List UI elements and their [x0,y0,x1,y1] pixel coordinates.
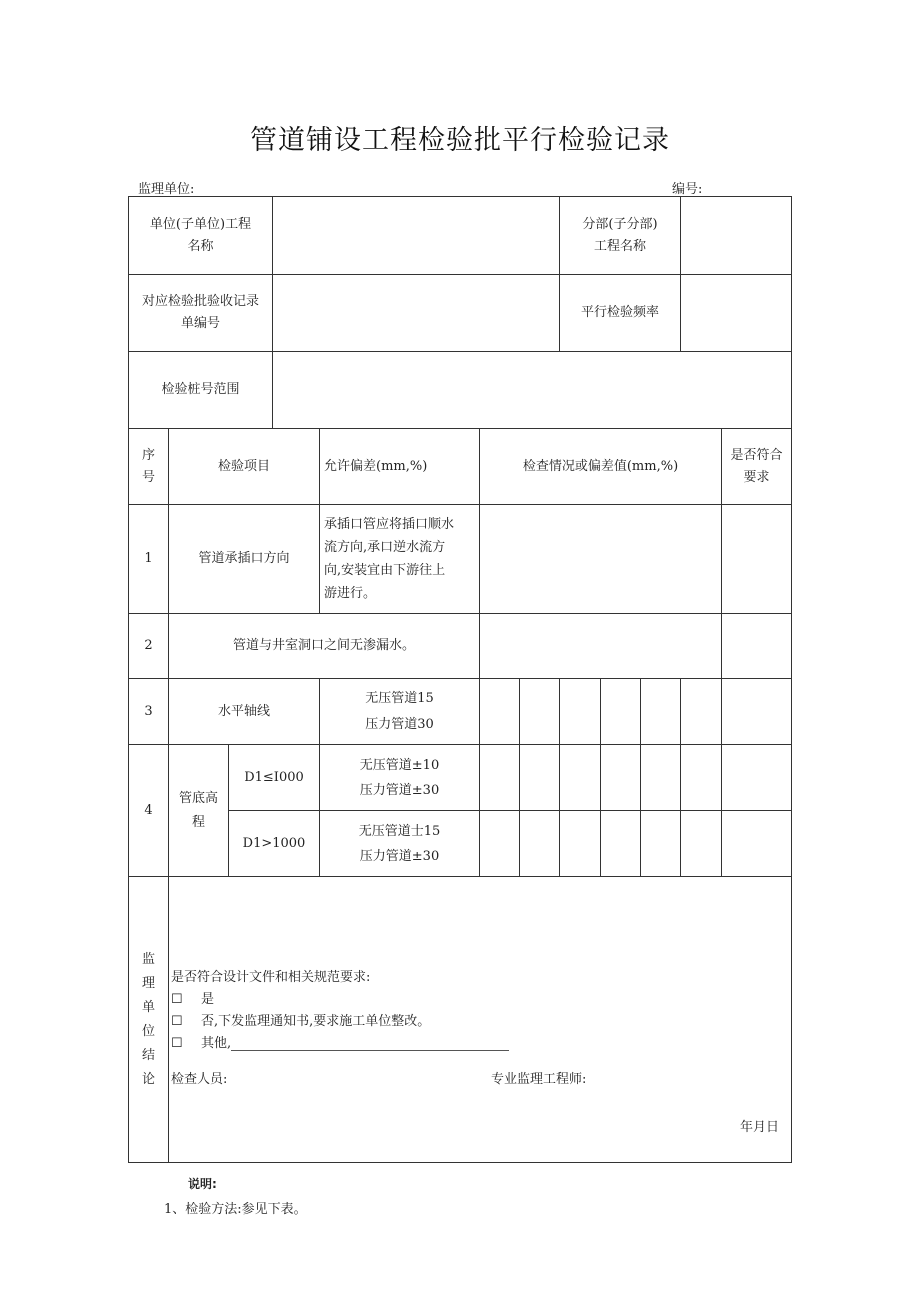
row4-item-line1: 管底高 [178,790,218,806]
row4a-allowed-line1: 无压管道±10 [359,757,440,773]
row2-conform[interactable] [722,614,792,679]
row4b-check-cell[interactable] [480,811,520,877]
conclusion-label-char: 理 [141,975,155,991]
row4a-check-cell[interactable] [641,745,681,811]
frequency-value[interactable] [681,275,792,352]
row3-no: 3 [129,679,169,745]
row4a-check-cell[interactable] [601,745,641,811]
conclusion-label-char: 结 [141,1047,155,1063]
row4-item-line2: 程 [191,814,205,830]
record-number-label-line2: 单编号 [180,316,220,331]
row4b-check-cell[interactable] [641,811,681,877]
row2-no: 2 [129,614,169,679]
conform-header-line1: 是否符合 [730,447,783,463]
check-header: 检查情况或偏差值(mm,%) [480,429,722,505]
table-row-1 [129,505,792,614]
option-other-label: 其他, [201,1036,232,1051]
row4-no: 4 [129,745,169,877]
record-number-label-line1: 对应检验批验收记录 [141,294,259,309]
row4a-conform[interactable] [722,745,792,811]
conclusion-question: 是否符合设计文件和相关规范要求: [171,970,371,985]
unit-project-value[interactable] [273,197,560,275]
notes-item-1: 1、检验方法:参见下表。 [164,1202,307,1217]
unit-project-row [129,197,792,275]
row4a-allowed-line2: 压力管道±30 [359,782,440,798]
row4b-allowed-line2: 压力管道±30 [359,848,440,864]
seq-header-line1: 序 [141,447,155,463]
checkbox-icon[interactable]: ☐ [171,992,183,1007]
inspection-form-table [128,196,792,1163]
row4b-subitem: D1>1000 [229,811,320,877]
conform-header [722,429,792,505]
row1-conform[interactable] [722,505,792,614]
row4b-check-cell[interactable] [601,811,641,877]
row4a-allowed [320,745,480,811]
checkbox-icon[interactable]: ☐ [171,1036,183,1051]
row4a-subitem: D1≤I000 [229,745,320,811]
row4a-check-cell[interactable] [520,745,560,811]
column-header-row [129,429,792,505]
row1-allowed-line3: 向,安装宜由下游往上 [324,563,446,578]
seq-header [129,429,169,505]
row4b-check-cell[interactable] [681,811,722,877]
station-range-row [129,352,792,429]
record-number-label [129,275,273,352]
row4b-check-cell[interactable] [520,811,560,877]
table-row-4b [129,811,792,877]
conclusion-label [129,877,169,1163]
conclusion-label-char: 论 [141,1071,155,1087]
number-label: 编号: [672,182,703,197]
row4b-allowed-line1: 无压管道士15 [358,823,441,839]
row1-item: 管道承插口方向 [169,505,320,614]
page-title: 管道铺设工程检验批平行检验记录 [250,125,670,156]
option-yes-label: 是 [201,992,215,1007]
row4a-check-cell[interactable] [560,745,601,811]
conclusion-label-char: 位 [141,1023,155,1039]
row3-check-cell[interactable] [681,679,722,745]
row1-allowed-line4: 游进行。 [324,586,377,601]
unit-project-label [129,197,273,275]
sub-project-label-line2: 工程名称 [594,238,647,254]
frequency-label: 平行检验频率 [560,275,681,352]
row4a-check-cell[interactable] [480,745,520,811]
item-header: 检验项目 [169,429,320,505]
row1-check-value[interactable] [480,505,722,614]
sub-project-label-line1: 分部(子分部) [582,216,658,232]
table-row-4a [129,745,792,811]
row3-check-cell[interactable] [601,679,641,745]
table-row-3 [129,679,792,745]
row3-check-cell[interactable] [480,679,520,745]
option-no-label: 否,下发监理通知书,要求施工单位整改。 [201,1014,431,1029]
conclusion-label-char: 监 [141,951,155,967]
row4a-check-cell[interactable] [681,745,722,811]
notes-header: 说明: [188,1177,217,1191]
option-no[interactable] [171,1011,791,1033]
row1-allowed [320,505,480,614]
supervision-unit-label: 监理单位: [138,182,195,197]
conform-header-line2: 要求 [743,469,770,485]
checkbox-icon[interactable]: ☐ [171,1014,183,1029]
record-number-value[interactable] [273,275,560,352]
seq-header-line2: 号 [141,469,155,485]
other-blank-line[interactable] [231,1036,509,1051]
engineer-label: 专业监理工程师: [491,1072,587,1087]
conclusion-label-char: 单 [141,999,155,1015]
table-row-2 [129,614,792,679]
unit-project-label-line2: 名称 [187,238,214,254]
row3-item: 水平轴线 [169,679,320,745]
row3-allowed-line2: 压力管道30 [365,716,434,732]
option-other[interactable] [171,1033,791,1055]
row1-allowed-line2: 流方向,承口逆水流方 [324,540,446,555]
row3-conform[interactable] [722,679,792,745]
sub-project-value[interactable] [681,197,792,275]
unit-project-label-line1: 单位(子单位)工程 [149,216,252,232]
row2-item: 管道与井室洞口之间无渗漏水。 [169,614,480,679]
row4b-conform[interactable] [722,811,792,877]
allowed-header: 允许偏差(mm,%) [320,429,480,505]
row3-check-cell[interactable] [560,679,601,745]
row3-allowed [320,679,480,745]
row3-allowed-line1: 无压管道15 [365,690,434,706]
record-number-row [129,275,792,352]
row4b-check-cell[interactable] [560,811,601,877]
row3-check-cell[interactable] [520,679,560,745]
row3-check-cell[interactable] [641,679,681,745]
row1-allowed-line1: 承插口管应将插口顺水 [324,517,455,532]
sub-project-label [560,197,681,275]
row1-no: 1 [129,505,169,614]
notes [164,1172,307,1222]
inspector-label: 检查人员: [171,1072,228,1087]
conclusion-body [169,877,792,1163]
conclusion-row [129,877,792,1163]
date-label: 年月日 [740,1120,780,1135]
row4b-allowed [320,811,480,877]
option-yes[interactable] [171,989,791,1011]
station-range-label: 检验桩号范围 [129,352,273,429]
station-range-value[interactable] [273,352,792,429]
row2-check-value[interactable] [480,614,722,679]
row4-item [169,745,229,877]
